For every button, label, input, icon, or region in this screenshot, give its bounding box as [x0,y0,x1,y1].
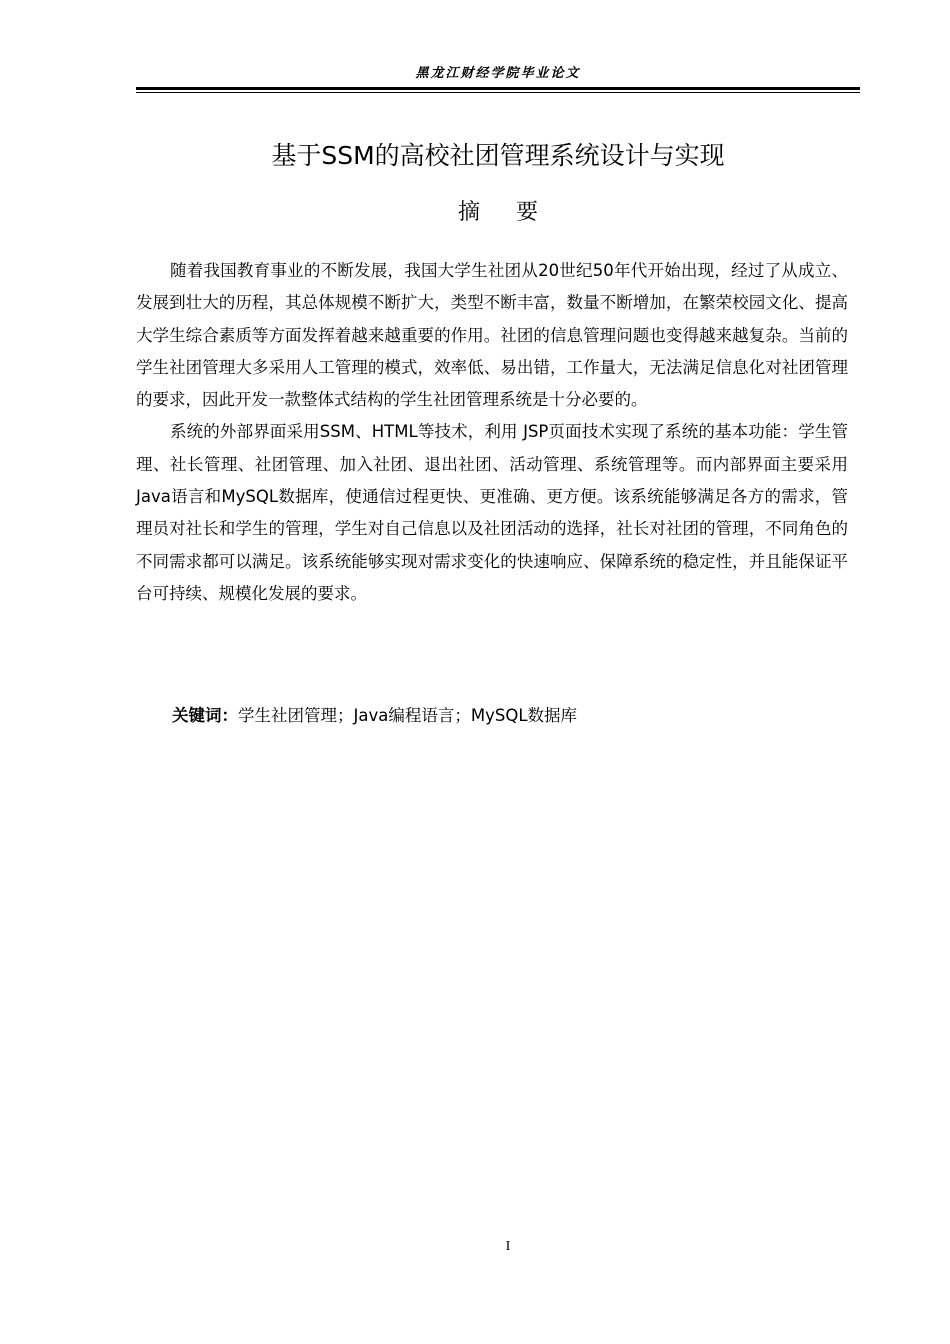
abstract-heading-char-2: 要 [516,200,539,225]
header-rule-thick [136,87,860,90]
keywords-line [172,703,852,729]
abstract-body [136,255,848,610]
abstract-paragraph-1: 随着我国教育事业的不断发展，我国大学生社团从20世纪50年代开始出现，经过了从成立、发展到壮大的历程，其总体规模不断扩大，类型不断丰富，数量不断增加，在繁荣校园文化、提高大学生综合素质等方面发挥着越来越重要的作用。社团的信息管理问题也变得越来越复杂。当前的学生社团管理大多采用人工管理的模式，效率低、易出错，工作量大，无法满足信息化对社团管理的要求，因此开发一款整体式结构的学生社团管理系统是十分必要的。 [136,261,848,410]
keywords-value: 学生社团管理；Java编程语言；MySQL数据库 [238,706,578,725]
thesis-title: 基于SSM的高校社团管理系统设计与实现 [271,141,725,170]
abstract-paragraph-2: 系统的外部界面采用SSM、HTML等技术，利用 JSP页面技术实现了系统的基本功能：学生管理、社长管理、社团管理、加入社团、退出社团、活动管理、系统管理等。而内部界面主要采用Java语言和MySQL数据库，使通信过程更快、更准确、更方便。该系统能够满足各方的需求，管理员对社长和学生的管理，学生对自己信息以及社团活动的选择，社长对社团的管理，不同角色的不同需求都可以满足。该系统能够实现对需求变化的快速响应、保障系统的稳定性，并且能保证平台可持续、规模化发展的要求。 [136,422,848,603]
keywords-label: 关键词： [172,706,238,725]
abstract-heading [136,198,860,228]
running-header: 黑龙江财经学院毕业论文 [415,66,581,81]
header-rule-thin [136,92,860,93]
abstract-heading-char-1: 摘 [457,200,480,225]
page-number: I [505,1239,511,1254]
